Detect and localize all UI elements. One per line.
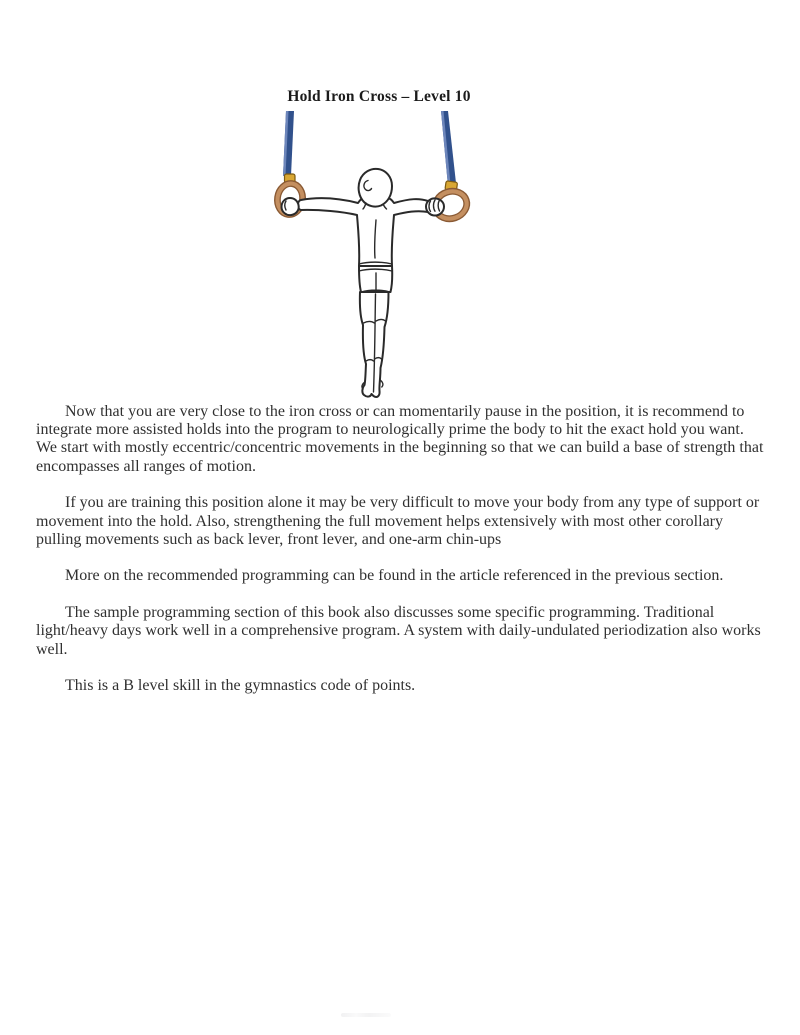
page-title: Hold Iron Cross – Level 10 [287,88,471,105]
paragraph-3: More on the recommended programming can be found in the article referenced in the previous section. [65,567,724,585]
paragraph-4: The sample programming section of this book also discusses some specific programming. Traditional light/heavy days work well in a comprehensive program. A system with daily-undulated periodization also works well. [36,604,761,658]
body-text [36,403,767,714]
cut-off-footer-artifact [341,1013,391,1017]
paragraph-1: Now that you are very close to the iron cross or can momentarily pause in the position, it is recommend to integrate more assisted holds into the program to neurologically prime the body to hit the exact hold you want. We start with mostly eccentric/concentric movements in the beginning so that we can build a base of strength that encompasses all ranges of motion. [36,403,764,475]
iron-cross-drawing [258,108,478,400]
gymnast-left-hand [282,198,299,215]
paragraph-5: This is a B level skill in the gymnastics code of points. [65,677,416,695]
iron-cross-illustration [258,108,478,400]
gymnast-figure [282,169,445,397]
paragraph-2: If you are training this position alone it may be very difficult to move your body from any type of support or movement into the hold. Also, strengthening the full movement helps extensively with most other corollary pulling movements such as back lever, front lever, and one-arm chin-ups [36,494,760,548]
